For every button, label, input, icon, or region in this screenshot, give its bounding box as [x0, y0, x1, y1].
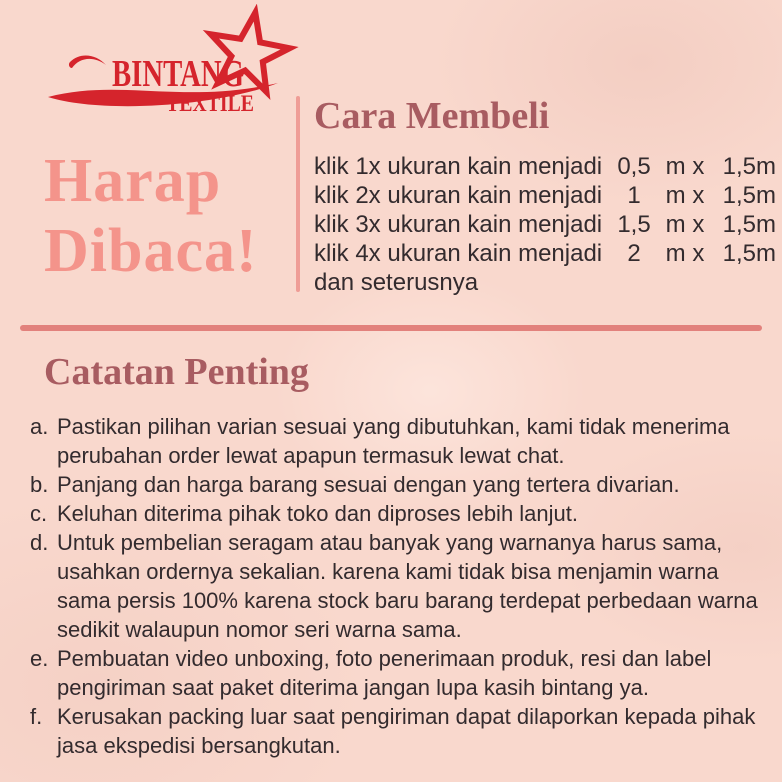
harap-dibaca-callout — [44, 146, 294, 286]
note-letter: c. — [30, 501, 48, 526]
horizontal-divider — [20, 325, 762, 331]
cara-line-result: 1,5m — [722, 182, 776, 209]
cara-line-result: 1,5m — [722, 153, 776, 180]
cara-line-unit: m x — [665, 182, 705, 209]
cara-line-footer: dan seterusnya — [314, 269, 479, 296]
cara-line-size: 2 — [627, 240, 641, 267]
cara-line-result: 1,5m — [722, 240, 776, 267]
cara-line-1 — [314, 152, 776, 181]
note-text: Untuk pembelian seragam atau banyak yang warnanya harus sama, usahkan ordernya sekalian. karena kami tidak bisa menjamin warna sama persis 100% karena stock baru barang terdepat perbedaan warna sedikit walaupun nomor seri warna sama. — [57, 530, 758, 642]
cara-line-unit: m x — [665, 240, 705, 267]
logo-graphic — [26, 4, 302, 120]
note-letter: f. — [30, 704, 43, 729]
cara-line-prefix: klik 3x ukuran kain menjadi — [314, 211, 603, 238]
cara-line-size: 1,5 — [617, 211, 651, 238]
harap-line2: Dibaca! — [44, 217, 258, 285]
bintang-textile-logo — [26, 4, 302, 120]
cara-line-prefix: klik 1x ukuran kain menjadi — [314, 153, 603, 180]
note-letter: b. — [30, 472, 49, 497]
cara-line-prefix: klik 2x ukuran kain menjadi — [314, 182, 603, 209]
note-item-e — [30, 644, 766, 702]
note-letter: a. — [30, 414, 49, 439]
cara-line-2 — [314, 181, 776, 210]
cara-line-size: 1 — [627, 182, 641, 209]
note-item-d — [30, 528, 766, 644]
note-letter: d. — [30, 530, 49, 555]
note-item-c — [30, 499, 766, 528]
cara-line-3 — [314, 210, 776, 239]
note-letter: e. — [30, 646, 49, 671]
cara-line-unit: m x — [665, 153, 705, 180]
cara-membeli-section — [314, 94, 776, 297]
cara-line-prefix: klik 4x ukuran kain menjadi — [314, 240, 603, 267]
catatan-penting-section — [30, 350, 766, 760]
note-text: Pembuatan video unboxing, foto penerimaan produk, resi dan label pengiriman saat paket diterima jangan lupa kasih bintang ya. — [57, 646, 712, 700]
note-text: Panjang dan harga barang sesuai dengan yang tertera divarian. — [57, 472, 680, 497]
logo-brand-text: BINTANG — [112, 53, 244, 95]
note-text: Keluhan diterima pihak toko dan diproses lebih lanjut. — [57, 501, 578, 526]
flourish — [69, 56, 106, 68]
cara-line-4 — [314, 239, 776, 268]
cara-membeli-title: Cara Membeli — [314, 95, 550, 137]
logo-sub-text: TEXTILE — [166, 91, 254, 116]
note-text: Pastikan pilihan varian sesuai yang dibutuhkan, kami tidak menerima perubahan order lewat apapun termasuk lewat chat. — [57, 414, 730, 468]
note-item-a — [30, 412, 766, 470]
cara-line-result: 1,5m — [722, 211, 776, 238]
catatan-penting-title: Catatan Penting — [44, 351, 309, 393]
cara-line-unit: m x — [665, 211, 705, 238]
cara-line-size: 0,5 — [617, 153, 651, 180]
harap-line1: Harap — [44, 147, 222, 215]
vertical-divider — [296, 96, 300, 292]
note-text: Kerusakan packing luar saat pengiriman dapat dilaporkan kepada pihak jasa ekspedisi bersangkutan. — [57, 704, 756, 758]
note-item-b — [30, 470, 766, 499]
note-item-f — [30, 702, 766, 760]
